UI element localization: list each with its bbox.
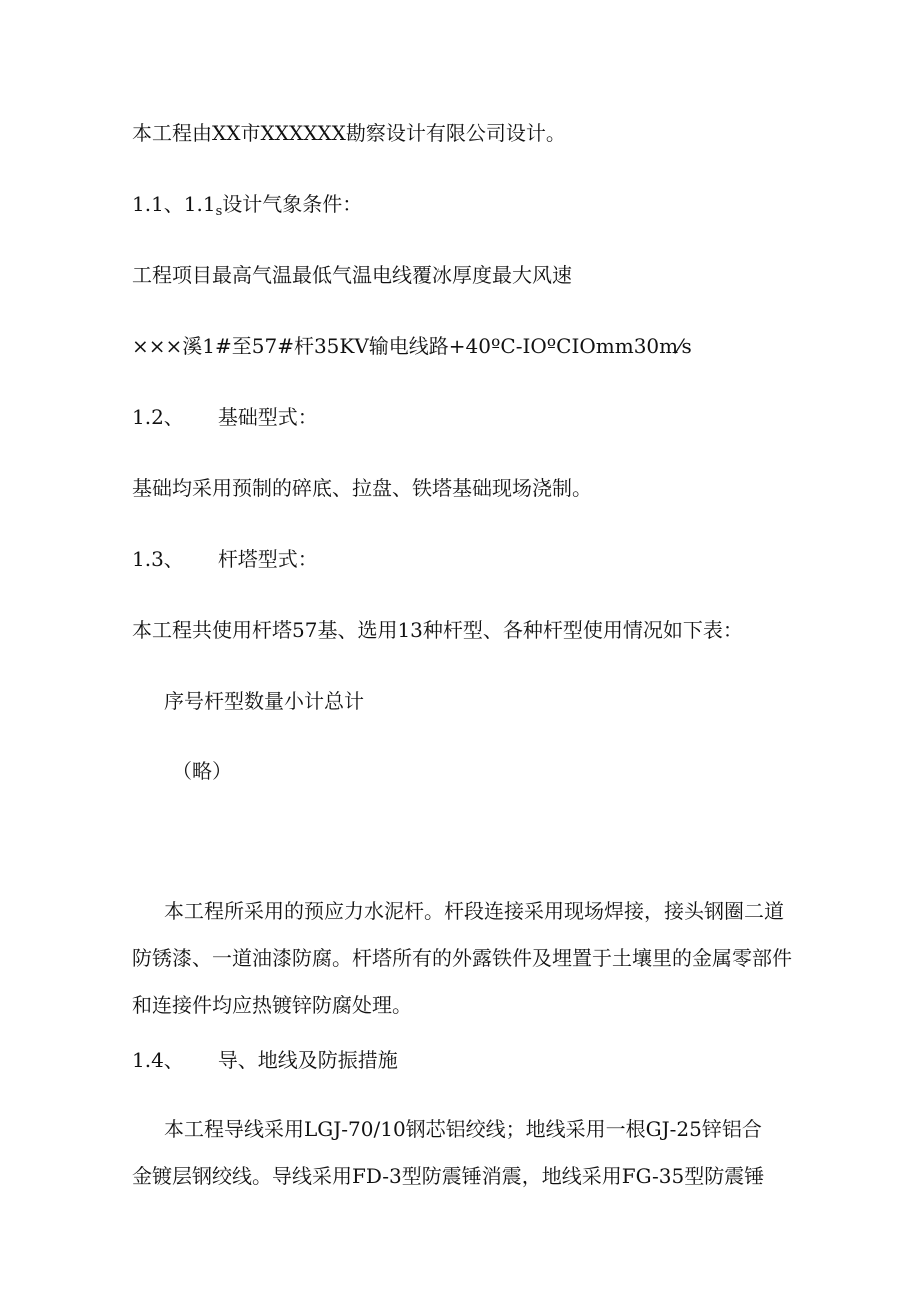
- pole-paragraph-line-1: 本工程所采用的预应力水泥杆。杆段连接采用现场焊接，接头钢圈二道: [164, 899, 784, 923]
- section-1-1-heading: [132, 190, 362, 226]
- intro-text: 本工程由XX市XXXXXX勘察设计有限公司设计。: [132, 121, 566, 145]
- section-title: 基础型式：: [217, 405, 318, 429]
- weather-table-header: 工程项目最高气温最低气温电线覆冰厚度最大风速: [132, 263, 572, 287]
- conductor-paragraph-line-1: 本工程导线采用LGJ-70/10钢芯铝绞线；地线采用一根GJ-25锌铝合: [164, 1117, 762, 1141]
- section-1-4-heading: [132, 1046, 398, 1074]
- section-number: 1.1、1.1: [132, 192, 216, 216]
- section-1-2-heading: [132, 403, 318, 431]
- pole-paragraph-line-3: 和连接件均应热镀锌防腐处理。: [132, 993, 412, 1017]
- tower-text: 本工程共使用杆塔57基、选用13种杆型、各种杆型使用情况如下表：: [132, 618, 743, 642]
- pole-paragraph-line-2: 防锈漆、一道油漆防腐。杆塔所有的外露铁件及埋置于土壤里的金属零部件: [132, 946, 792, 970]
- section-number: 1.4、: [132, 1048, 184, 1072]
- weather-table-row: ×××溪1#至57#杆35KV输电线路+40ºC-IOºCIOmm30m⁄s: [132, 334, 692, 358]
- foundation-text: 基础均采用预制的碎底、拉盘、铁塔基础现场浇制。: [132, 476, 592, 500]
- section-number: 1.2、: [132, 405, 184, 429]
- conductor-paragraph-line-2: 金镀层钢绞线。导线采用FD-3型防震锤消震，地线采用FG-35型防震锤: [132, 1164, 765, 1188]
- section-title: 杆塔型式：: [217, 547, 318, 571]
- section-subscript: s: [215, 204, 223, 219]
- table-omitted-note: （略）: [172, 759, 232, 783]
- section-title: 导、地线及防振措施: [217, 1048, 398, 1072]
- section-number: 1.3、: [132, 547, 184, 571]
- section-1-3-heading: [132, 545, 318, 573]
- pole-table-header: 序号杆型数量小计总计: [164, 689, 364, 713]
- section-title: 设计气象条件：: [222, 192, 363, 216]
